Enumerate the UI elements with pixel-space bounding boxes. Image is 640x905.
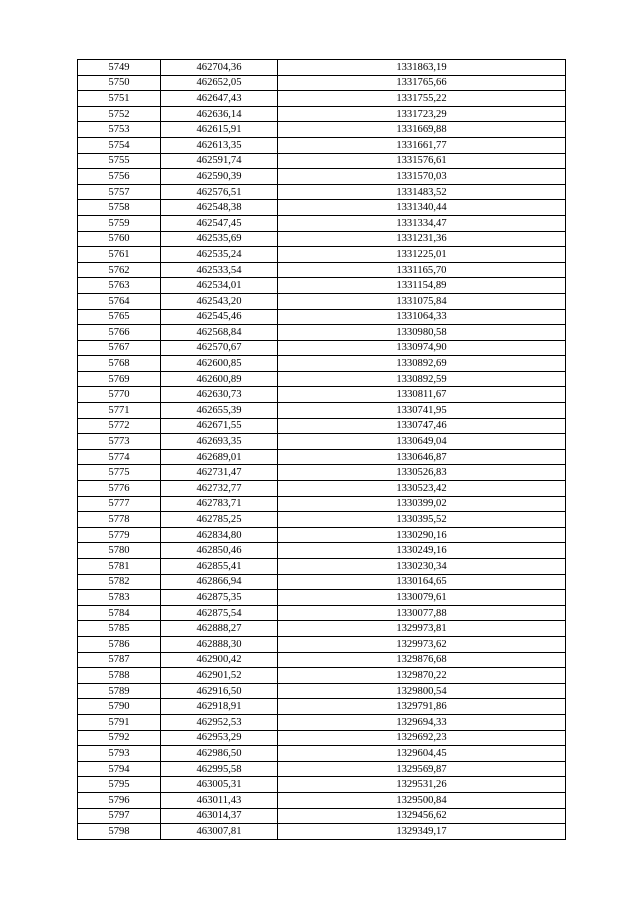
y-coordinate-cell: 1329876,68 (278, 652, 566, 668)
y-coordinate-cell: 1331661,77 (278, 137, 566, 153)
table-row (78, 527, 566, 543)
table-row (78, 590, 566, 606)
table-row (78, 668, 566, 684)
table-row (78, 465, 566, 481)
y-coordinate-cell: 1331483,52 (278, 184, 566, 200)
table-row (78, 824, 566, 840)
point-number-cell: 5785 (78, 621, 161, 637)
x-coordinate-cell: 462785,25 (161, 512, 278, 528)
x-coordinate-cell: 462704,36 (161, 60, 278, 76)
y-coordinate-cell: 1331075,84 (278, 293, 566, 309)
y-coordinate-cell: 1331863,19 (278, 60, 566, 76)
table-row (78, 621, 566, 637)
point-number-cell: 5770 (78, 387, 161, 403)
table-row (78, 137, 566, 153)
y-coordinate-cell: 1330395,52 (278, 512, 566, 528)
y-coordinate-cell: 1330892,69 (278, 356, 566, 372)
table-row (78, 356, 566, 372)
y-coordinate-cell: 1331576,61 (278, 153, 566, 169)
point-number-cell: 5780 (78, 543, 161, 559)
point-number-cell: 5793 (78, 746, 161, 762)
x-coordinate-cell: 462671,55 (161, 418, 278, 434)
x-coordinate-cell: 463014,37 (161, 808, 278, 824)
table-row (78, 60, 566, 76)
table-row (78, 247, 566, 263)
table-row (78, 75, 566, 91)
y-coordinate-cell: 1331165,70 (278, 262, 566, 278)
table-row (78, 262, 566, 278)
y-coordinate-cell: 1331231,36 (278, 231, 566, 247)
x-coordinate-cell: 462615,91 (161, 122, 278, 138)
point-number-cell: 5787 (78, 652, 161, 668)
point-number-cell: 5772 (78, 418, 161, 434)
point-number-cell: 5774 (78, 449, 161, 465)
table-row (78, 371, 566, 387)
y-coordinate-cell: 1329456,62 (278, 808, 566, 824)
x-coordinate-cell: 462535,69 (161, 231, 278, 247)
table-row (78, 746, 566, 762)
table-row (78, 808, 566, 824)
point-number-cell: 5784 (78, 605, 161, 621)
point-number-cell: 5782 (78, 574, 161, 590)
x-coordinate-cell: 462636,14 (161, 106, 278, 122)
table-row (78, 403, 566, 419)
table-row (78, 559, 566, 575)
table-row (78, 153, 566, 169)
point-number-cell: 5777 (78, 496, 161, 512)
point-number-cell: 5762 (78, 262, 161, 278)
table-row (78, 293, 566, 309)
y-coordinate-cell: 1329692,23 (278, 730, 566, 746)
y-coordinate-cell: 1330230,34 (278, 559, 566, 575)
point-number-cell: 5758 (78, 200, 161, 216)
y-coordinate-cell: 1331669,88 (278, 122, 566, 138)
x-coordinate-cell: 462783,71 (161, 496, 278, 512)
x-coordinate-cell: 462600,89 (161, 371, 278, 387)
point-number-cell: 5798 (78, 824, 161, 840)
y-coordinate-cell: 1331723,29 (278, 106, 566, 122)
y-coordinate-cell: 1330646,87 (278, 449, 566, 465)
y-coordinate-cell: 1329569,87 (278, 761, 566, 777)
x-coordinate-cell: 462952,53 (161, 714, 278, 730)
x-coordinate-cell: 462613,35 (161, 137, 278, 153)
table-row (78, 231, 566, 247)
y-coordinate-cell: 1329531,26 (278, 777, 566, 793)
table-row (78, 714, 566, 730)
y-coordinate-cell: 1329349,17 (278, 824, 566, 840)
x-coordinate-cell: 462866,94 (161, 574, 278, 590)
table-row (78, 434, 566, 450)
x-coordinate-cell: 462689,01 (161, 449, 278, 465)
table-row (78, 387, 566, 403)
x-coordinate-cell: 462533,54 (161, 262, 278, 278)
x-coordinate-cell: 462731,47 (161, 465, 278, 481)
table-row (78, 325, 566, 341)
point-number-cell: 5756 (78, 169, 161, 185)
point-number-cell: 5775 (78, 465, 161, 481)
x-coordinate-cell: 462570,67 (161, 340, 278, 356)
y-coordinate-cell: 1330980,58 (278, 325, 566, 341)
point-number-cell: 5750 (78, 75, 161, 91)
point-number-cell: 5765 (78, 309, 161, 325)
y-coordinate-cell: 1330164,65 (278, 574, 566, 590)
point-number-cell: 5753 (78, 122, 161, 138)
point-number-cell: 5754 (78, 137, 161, 153)
x-coordinate-cell: 463011,43 (161, 792, 278, 808)
point-number-cell: 5792 (78, 730, 161, 746)
point-number-cell: 5789 (78, 683, 161, 699)
point-number-cell: 5795 (78, 777, 161, 793)
x-coordinate-cell: 462916,50 (161, 683, 278, 699)
table-row (78, 496, 566, 512)
y-coordinate-cell: 1329500,84 (278, 792, 566, 808)
y-coordinate-cell: 1331064,33 (278, 309, 566, 325)
coordinates-table (77, 59, 566, 840)
x-coordinate-cell: 462834,80 (161, 527, 278, 543)
y-coordinate-cell: 1330649,04 (278, 434, 566, 450)
x-coordinate-cell: 462888,30 (161, 636, 278, 652)
point-number-cell: 5791 (78, 714, 161, 730)
y-coordinate-cell: 1330811,67 (278, 387, 566, 403)
x-coordinate-cell: 462995,58 (161, 761, 278, 777)
x-coordinate-cell: 462547,45 (161, 215, 278, 231)
point-number-cell: 5779 (78, 527, 161, 543)
point-number-cell: 5781 (78, 559, 161, 575)
y-coordinate-cell: 1329791,86 (278, 699, 566, 715)
table-row (78, 481, 566, 497)
y-coordinate-cell: 1329870,22 (278, 668, 566, 684)
x-coordinate-cell: 462534,01 (161, 278, 278, 294)
y-coordinate-cell: 1330892,59 (278, 371, 566, 387)
y-coordinate-cell: 1331755,22 (278, 91, 566, 107)
y-coordinate-cell: 1330077,88 (278, 605, 566, 621)
table-row (78, 449, 566, 465)
table-row (78, 122, 566, 138)
x-coordinate-cell: 462875,35 (161, 590, 278, 606)
x-coordinate-cell: 462652,05 (161, 75, 278, 91)
point-number-cell: 5761 (78, 247, 161, 263)
y-coordinate-cell: 1330523,42 (278, 481, 566, 497)
x-coordinate-cell: 462590,39 (161, 169, 278, 185)
x-coordinate-cell: 462855,41 (161, 559, 278, 575)
x-coordinate-cell: 462543,20 (161, 293, 278, 309)
y-coordinate-cell: 1331154,89 (278, 278, 566, 294)
table-row (78, 761, 566, 777)
x-coordinate-cell: 462545,46 (161, 309, 278, 325)
x-coordinate-cell: 462875,54 (161, 605, 278, 621)
point-number-cell: 5751 (78, 91, 161, 107)
point-number-cell: 5786 (78, 636, 161, 652)
point-number-cell: 5766 (78, 325, 161, 341)
x-coordinate-cell: 462535,24 (161, 247, 278, 263)
x-coordinate-cell: 462732,77 (161, 481, 278, 497)
x-coordinate-cell: 462900,42 (161, 652, 278, 668)
table-row (78, 699, 566, 715)
point-number-cell: 5783 (78, 590, 161, 606)
point-number-cell: 5796 (78, 792, 161, 808)
point-number-cell: 5788 (78, 668, 161, 684)
point-number-cell: 5760 (78, 231, 161, 247)
point-number-cell: 5749 (78, 60, 161, 76)
table-row (78, 200, 566, 216)
coordinates-table-body (78, 60, 566, 840)
point-number-cell: 5778 (78, 512, 161, 528)
table-row (78, 636, 566, 652)
x-coordinate-cell: 462986,50 (161, 746, 278, 762)
point-number-cell: 5752 (78, 106, 161, 122)
point-number-cell: 5759 (78, 215, 161, 231)
x-coordinate-cell: 462850,46 (161, 543, 278, 559)
table-row (78, 574, 566, 590)
y-coordinate-cell: 1329800,54 (278, 683, 566, 699)
x-coordinate-cell: 462548,38 (161, 200, 278, 216)
table-row (78, 730, 566, 746)
y-coordinate-cell: 1331334,47 (278, 215, 566, 231)
x-coordinate-cell: 463007,81 (161, 824, 278, 840)
y-coordinate-cell: 1330399,02 (278, 496, 566, 512)
table-row (78, 777, 566, 793)
point-number-cell: 5797 (78, 808, 161, 824)
table-row (78, 91, 566, 107)
table-row (78, 309, 566, 325)
x-coordinate-cell: 462655,39 (161, 403, 278, 419)
y-coordinate-cell: 1329694,33 (278, 714, 566, 730)
x-coordinate-cell: 462693,35 (161, 434, 278, 450)
point-number-cell: 5769 (78, 371, 161, 387)
y-coordinate-cell: 1329973,81 (278, 621, 566, 637)
y-coordinate-cell: 1330974,90 (278, 340, 566, 356)
x-coordinate-cell: 462576,51 (161, 184, 278, 200)
point-number-cell: 5776 (78, 481, 161, 497)
x-coordinate-cell: 462918,91 (161, 699, 278, 715)
table-row (78, 418, 566, 434)
y-coordinate-cell: 1330290,16 (278, 527, 566, 543)
table-row (78, 792, 566, 808)
table-row (78, 278, 566, 294)
x-coordinate-cell: 462600,85 (161, 356, 278, 372)
point-number-cell: 5763 (78, 278, 161, 294)
y-coordinate-cell: 1330747,46 (278, 418, 566, 434)
x-coordinate-cell: 462591,74 (161, 153, 278, 169)
x-coordinate-cell: 462568,84 (161, 325, 278, 341)
y-coordinate-cell: 1331765,66 (278, 75, 566, 91)
table-row (78, 215, 566, 231)
table-row (78, 512, 566, 528)
y-coordinate-cell: 1330079,61 (278, 590, 566, 606)
x-coordinate-cell: 462901,52 (161, 668, 278, 684)
table-row (78, 652, 566, 668)
table-row (78, 106, 566, 122)
x-coordinate-cell: 463005,31 (161, 777, 278, 793)
y-coordinate-cell: 1329604,45 (278, 746, 566, 762)
point-number-cell: 5790 (78, 699, 161, 715)
x-coordinate-cell: 462888,27 (161, 621, 278, 637)
point-number-cell: 5773 (78, 434, 161, 450)
table-row (78, 543, 566, 559)
x-coordinate-cell: 462630,73 (161, 387, 278, 403)
point-number-cell: 5768 (78, 356, 161, 372)
table-row (78, 683, 566, 699)
x-coordinate-cell: 462647,43 (161, 91, 278, 107)
y-coordinate-cell: 1330249,16 (278, 543, 566, 559)
y-coordinate-cell: 1331570,03 (278, 169, 566, 185)
y-coordinate-cell: 1330526,83 (278, 465, 566, 481)
y-coordinate-cell: 1329973,62 (278, 636, 566, 652)
point-number-cell: 5767 (78, 340, 161, 356)
table-row (78, 340, 566, 356)
table-row (78, 169, 566, 185)
point-number-cell: 5794 (78, 761, 161, 777)
table-row (78, 605, 566, 621)
table-row (78, 184, 566, 200)
y-coordinate-cell: 1331340,44 (278, 200, 566, 216)
point-number-cell: 5764 (78, 293, 161, 309)
y-coordinate-cell: 1331225,01 (278, 247, 566, 263)
y-coordinate-cell: 1330741,95 (278, 403, 566, 419)
point-number-cell: 5771 (78, 403, 161, 419)
point-number-cell: 5755 (78, 153, 161, 169)
point-number-cell: 5757 (78, 184, 161, 200)
x-coordinate-cell: 462953,29 (161, 730, 278, 746)
